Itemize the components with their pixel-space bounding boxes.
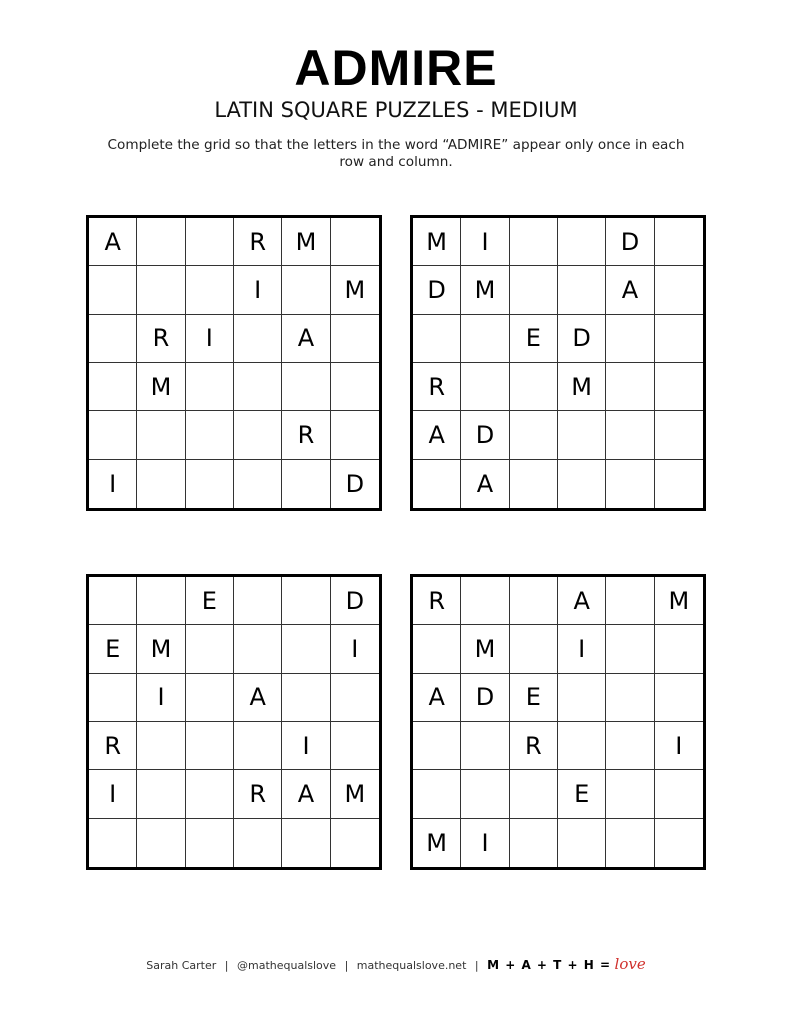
grid-cell[interactable]	[331, 411, 379, 459]
puzzle-grid-1	[86, 215, 382, 511]
footer-website: mathequalslove.net	[356, 959, 467, 972]
grid-cell[interactable]	[558, 266, 606, 314]
grid-cell[interactable]	[137, 460, 185, 508]
grid-cell[interactable]	[186, 819, 234, 867]
grid-cell[interactable]: I	[331, 625, 379, 673]
grid-cell[interactable]	[234, 819, 282, 867]
grid-cell[interactable]	[461, 722, 509, 770]
grid-cell[interactable]	[89, 411, 137, 459]
grid-cell[interactable]	[655, 363, 703, 411]
grid-cell[interactable]	[89, 363, 137, 411]
grid-cell[interactable]: M	[461, 625, 509, 673]
grid-cell[interactable]	[413, 770, 461, 818]
grid-cell[interactable]	[282, 625, 330, 673]
grid-cell[interactable]	[282, 819, 330, 867]
grid-cell[interactable]	[89, 819, 137, 867]
grid-cell[interactable]: A	[606, 266, 654, 314]
grid-cell[interactable]: M	[331, 770, 379, 818]
puzzle-grid-2	[410, 215, 706, 511]
grid-cell[interactable]	[413, 722, 461, 770]
grid-cell[interactable]	[186, 218, 234, 266]
grid-cell[interactable]: A	[413, 411, 461, 459]
grid-cell[interactable]	[186, 460, 234, 508]
grid-cell[interactable]	[282, 266, 330, 314]
grid-cell[interactable]: I	[282, 722, 330, 770]
grid-cell[interactable]	[413, 625, 461, 673]
grid-cell[interactable]: E	[510, 674, 558, 722]
grid-cell[interactable]	[234, 411, 282, 459]
grid-cell[interactable]	[558, 819, 606, 867]
grid-cell[interactable]: R	[413, 577, 461, 625]
footer-handle: @mathequalslove	[237, 959, 337, 972]
grid-cell[interactable]	[655, 315, 703, 363]
grid-cell[interactable]	[655, 674, 703, 722]
grid-cell[interactable]	[606, 770, 654, 818]
grid-cell[interactable]: I	[137, 674, 185, 722]
grid-cell[interactable]: I	[234, 266, 282, 314]
grid-cell[interactable]	[282, 577, 330, 625]
grid-cell[interactable]: R	[234, 218, 282, 266]
instructions: Complete the grid so that the letters in the word “ADMIRE” appear only once in each row and column.	[107, 137, 685, 170]
grid-cell[interactable]	[186, 722, 234, 770]
grid-cell[interactable]: M	[282, 218, 330, 266]
grid-cell[interactable]	[186, 770, 234, 818]
grid-cell[interactable]	[606, 411, 654, 459]
grid-cell[interactable]: R	[234, 770, 282, 818]
grid-cell[interactable]	[558, 460, 606, 508]
grid-cell[interactable]	[606, 315, 654, 363]
grid-cell[interactable]	[413, 315, 461, 363]
footer-math-logo: M + A + T + H =	[487, 958, 612, 972]
grid-cell[interactable]	[510, 625, 558, 673]
grid-cell[interactable]	[461, 577, 509, 625]
grid-cell[interactable]: A	[282, 770, 330, 818]
grid-cell[interactable]	[89, 577, 137, 625]
grid-cell[interactable]: I	[89, 770, 137, 818]
grid-cell[interactable]	[137, 722, 185, 770]
grid-cell[interactable]: D	[461, 674, 509, 722]
grid-cell[interactable]: D	[606, 218, 654, 266]
grid-cell[interactable]	[510, 460, 558, 508]
grid-cell[interactable]	[510, 577, 558, 625]
grid-cell[interactable]	[558, 674, 606, 722]
grid-cell[interactable]: A	[89, 218, 137, 266]
grid-cell[interactable]	[606, 363, 654, 411]
grid-cell[interactable]	[89, 674, 137, 722]
grid-cell[interactable]	[655, 218, 703, 266]
grid-cell[interactable]: M	[655, 577, 703, 625]
grid-cell[interactable]: R	[413, 363, 461, 411]
grid-cell[interactable]: A	[282, 315, 330, 363]
grid-cell[interactable]	[606, 460, 654, 508]
grid-cell[interactable]: R	[282, 411, 330, 459]
page-title: ADMIRE	[294, 40, 498, 96]
footer-separator: |	[224, 959, 229, 972]
grid-cell[interactable]	[510, 363, 558, 411]
grid-cell[interactable]	[186, 363, 234, 411]
grid-cell[interactable]: D	[413, 266, 461, 314]
grid-cell[interactable]	[331, 363, 379, 411]
grid-cell[interactable]	[234, 625, 282, 673]
grid-cell[interactable]	[282, 460, 330, 508]
grid-cell[interactable]	[655, 460, 703, 508]
grid-cell[interactable]	[510, 266, 558, 314]
grid-cell[interactable]: D	[558, 315, 606, 363]
footer-love-script: love	[614, 955, 646, 973]
grid-cell[interactable]	[89, 315, 137, 363]
grid-cell[interactable]: M	[413, 819, 461, 867]
grid-cell[interactable]	[510, 218, 558, 266]
grid-cell[interactable]: I	[655, 722, 703, 770]
grid-cell[interactable]: E	[558, 770, 606, 818]
grid-cell[interactable]	[137, 411, 185, 459]
grid-cell[interactable]: A	[234, 674, 282, 722]
grid-cell[interactable]	[606, 722, 654, 770]
grid-cell[interactable]: A	[413, 674, 461, 722]
grid-cell[interactable]: D	[345, 469, 365, 498]
grid-cell[interactable]	[331, 819, 379, 867]
grid-cell[interactable]	[655, 625, 703, 673]
grid-cell[interactable]	[606, 577, 654, 625]
puzzle-grid-4	[410, 574, 706, 870]
grid-cell[interactable]: M	[137, 625, 185, 673]
grid-cell[interactable]	[655, 266, 703, 314]
grid-cell[interactable]	[413, 460, 461, 508]
grid-cell[interactable]: E	[510, 315, 558, 363]
grid-cell[interactable]	[234, 363, 282, 411]
puzzle-grid-3	[86, 574, 382, 870]
grid-cell[interactable]: M	[461, 266, 509, 314]
grid-cell[interactable]	[655, 411, 703, 459]
grid-cell[interactable]	[186, 625, 234, 673]
grid-cell[interactable]: R	[137, 315, 185, 363]
footer-separator: |	[344, 959, 349, 972]
grid-cell[interactable]	[461, 315, 509, 363]
grid-cell[interactable]	[331, 722, 379, 770]
grid-cell[interactable]	[331, 315, 379, 363]
grid-cell[interactable]	[331, 674, 379, 722]
grid-cell[interactable]	[234, 577, 282, 625]
grid-cell[interactable]	[510, 819, 558, 867]
grid-cell[interactable]: M	[137, 363, 185, 411]
grid-cell[interactable]: R	[510, 722, 558, 770]
grid-cell[interactable]: I	[186, 315, 234, 363]
grid-cell[interactable]	[234, 722, 282, 770]
grid-cell[interactable]	[606, 819, 654, 867]
grid-cell[interactable]: M	[558, 363, 606, 411]
grid-cell[interactable]	[606, 625, 654, 673]
grid-cell[interactable]: M	[331, 266, 379, 314]
page-subtitle: LATIN SQUARE PUZZLES - MEDIUM	[214, 98, 578, 122]
grid-cell[interactable]	[655, 819, 703, 867]
grid-cell[interactable]	[234, 460, 282, 508]
grid-cell[interactable]: D	[331, 577, 379, 625]
grid-cell[interactable]	[89, 266, 137, 314]
grid-cell[interactable]	[606, 674, 654, 722]
footer-author: Sarah Carter	[146, 959, 217, 972]
grid-cell[interactable]	[186, 266, 234, 314]
grid-cell[interactable]	[461, 770, 509, 818]
grid-cell[interactable]	[558, 411, 606, 459]
grid-cell[interactable]	[558, 218, 606, 266]
grid-cell[interactable]	[558, 722, 606, 770]
footer-separator: |	[474, 959, 479, 972]
grid-cell[interactable]	[186, 674, 234, 722]
footer	[0, 955, 792, 973]
grid-cell[interactable]	[461, 363, 509, 411]
grid-cell[interactable]	[137, 266, 185, 314]
grid-cell[interactable]	[137, 577, 185, 625]
grid-cell[interactable]	[137, 819, 185, 867]
grid-cell[interactable]	[137, 218, 185, 266]
grid-cell[interactable]: D	[461, 411, 509, 459]
grid-cell[interactable]: I	[89, 460, 137, 508]
grid-cell[interactable]	[282, 363, 330, 411]
grid-cell[interactable]: E	[186, 577, 234, 625]
grid-cell[interactable]: I	[461, 819, 509, 867]
grid-cell[interactable]	[655, 770, 703, 818]
grid-cell[interactable]	[510, 770, 558, 818]
grid-cell[interactable]: I	[461, 218, 509, 266]
grid-cell[interactable]	[510, 411, 558, 459]
grid-cell[interactable]: R	[89, 722, 137, 770]
grid-cell[interactable]	[282, 674, 330, 722]
grid-cell[interactable]: A	[461, 460, 509, 508]
grid-cell[interactable]	[137, 770, 185, 818]
grid-cell[interactable]	[234, 315, 282, 363]
grid-cell[interactable]	[331, 218, 379, 266]
grid-cell[interactable]: I	[558, 625, 606, 673]
grid-cell[interactable]	[186, 411, 234, 459]
grid-cell[interactable]: A	[558, 577, 606, 625]
grid-cell[interactable]: M	[413, 218, 461, 266]
grid-cell[interactable]: E	[89, 625, 137, 673]
